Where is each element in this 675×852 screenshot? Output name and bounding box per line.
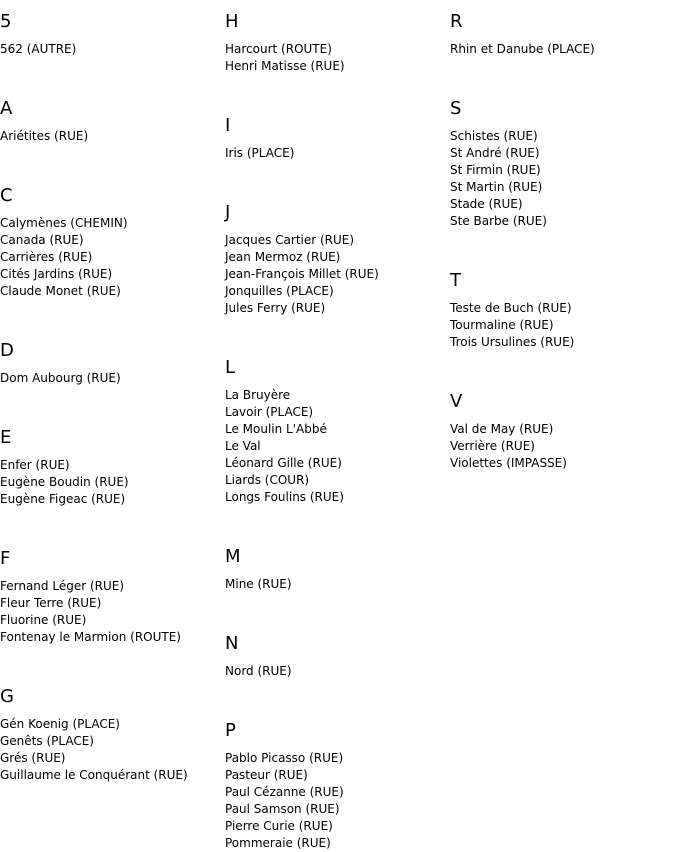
street-list — [0, 215, 128, 300]
street-item: Fleur Terre (RUE) — [0, 596, 102, 610]
street-item: Pasteur (RUE) — [225, 768, 308, 782]
letter-heading: S — [450, 98, 462, 119]
street-item: Jules Ferry (RUE) — [225, 301, 326, 315]
letter-heading: D — [0, 340, 14, 361]
letter-heading: C — [0, 185, 13, 206]
street-list — [0, 578, 181, 646]
letter-heading: 5 — [0, 11, 12, 32]
street-item: Mine (RUE) — [225, 577, 292, 591]
street-list — [225, 41, 345, 75]
street-list — [0, 41, 76, 58]
street-item: Pierre Curie (RUE) — [225, 819, 333, 833]
street-item: Jacques Cartier (RUE) — [225, 233, 355, 247]
letter-heading: L — [225, 357, 236, 378]
street-list — [0, 457, 129, 508]
street-item: Iris (PLACE) — [225, 146, 295, 160]
street-item: Enfer (RUE) — [0, 458, 70, 472]
street-item: Le Moulin L'Abbé — [225, 422, 327, 436]
street-list — [225, 750, 344, 852]
street-item: Claude Monet (RUE) — [0, 284, 121, 298]
street-item: Canada (RUE) — [0, 233, 84, 247]
street-item: St Martin (RUE) — [450, 180, 543, 194]
letter-heading: P — [225, 720, 236, 741]
street-item: Ste Barbe (RUE) — [450, 214, 547, 228]
letter-heading: V — [450, 391, 463, 412]
street-item: Trois Ursulines (RUE) — [450, 335, 575, 349]
letter-heading: E — [0, 427, 12, 448]
street-list — [225, 387, 344, 506]
street-item: Lavoir (PLACE) — [225, 405, 314, 419]
street-list — [450, 300, 574, 351]
street-item: Carrières (RUE) — [0, 250, 93, 264]
street-list — [0, 716, 188, 784]
street-list — [450, 128, 547, 230]
street-item: Paul Cézanne (RUE) — [225, 785, 344, 799]
street-item: Léonard Gille (RUE) — [225, 456, 342, 470]
street-list — [225, 145, 294, 162]
street-item: Grés (RUE) — [0, 751, 66, 765]
letter-heading: T — [450, 270, 461, 291]
street-item: Jean-François Millet (RUE) — [225, 267, 379, 281]
street-item: Calymènes (CHEMIN) — [0, 216, 128, 230]
letter-heading: R — [450, 11, 463, 32]
street-item: Verrière (RUE) — [450, 439, 535, 453]
street-item: Paul Samson (RUE) — [225, 802, 340, 816]
letter-heading: N — [225, 633, 239, 654]
street-item: Eugène Boudin (RUE) — [0, 475, 129, 489]
street-item: Jean Mermoz (RUE) — [225, 250, 341, 264]
letter-heading: F — [0, 548, 11, 569]
letter-heading: M — [225, 546, 241, 567]
street-list — [450, 421, 567, 472]
street-item: Fontenay le Marmion (ROUTE) — [0, 630, 181, 644]
street-item: Le Val — [225, 439, 261, 453]
street-item: Fernand Léger (RUE) — [0, 579, 125, 593]
street-item: Gén Koenig (PLACE) — [0, 717, 120, 731]
street-item: Teste de Buch (RUE) — [450, 301, 572, 315]
street-item: 562 (AUTRE) — [0, 42, 77, 56]
street-item: Pommeraie (RUE) — [225, 836, 331, 850]
street-item: St André (RUE) — [450, 146, 540, 160]
street-item: Cités Jardins (RUE) — [0, 267, 113, 281]
street-item: Liards (COUR) — [225, 473, 310, 487]
street-item: St Firmin (RUE) — [450, 163, 541, 177]
street-list — [225, 663, 292, 680]
street-item: Val de May (RUE) — [450, 422, 554, 436]
street-item: La Bruyère — [225, 388, 291, 402]
letter-heading: G — [0, 686, 14, 707]
street-item: Fluorine (RUE) — [0, 613, 87, 627]
street-item: Stade (RUE) — [450, 197, 523, 211]
street-item: Eugène Figeac (RUE) — [0, 492, 126, 506]
street-item: Henri Matisse (RUE) — [225, 59, 345, 73]
street-list — [450, 41, 595, 58]
street-item: Genêts (PLACE) — [0, 734, 94, 748]
street-list — [225, 232, 379, 317]
street-item: Guillaume le Conquérant (RUE) — [0, 768, 188, 782]
street-list — [0, 128, 88, 145]
street-item: Pablo Picasso (RUE) — [225, 751, 344, 765]
street-item: Harcourt (ROUTE) — [225, 42, 332, 56]
street-item: Tourmaline (RUE) — [450, 318, 554, 332]
letter-heading: H — [225, 11, 239, 32]
street-item: Violettes (IMPASSE) — [450, 456, 567, 470]
letter-heading: I — [225, 115, 231, 136]
street-list — [0, 370, 121, 387]
letter-heading: J — [225, 202, 231, 223]
street-item: Nord (RUE) — [225, 664, 292, 678]
street-item: Schistes (RUE) — [450, 129, 538, 143]
letter-heading: A — [0, 98, 13, 119]
street-list — [225, 576, 292, 593]
street-item: Dom Aubourg (RUE) — [0, 371, 121, 385]
street-item: Rhin et Danube (PLACE) — [450, 42, 595, 56]
street-item: Longs Foulins (RUE) — [225, 490, 344, 504]
street-item: Jonquilles (PLACE) — [225, 284, 334, 298]
street-item: Ariétites (RUE) — [0, 129, 89, 143]
